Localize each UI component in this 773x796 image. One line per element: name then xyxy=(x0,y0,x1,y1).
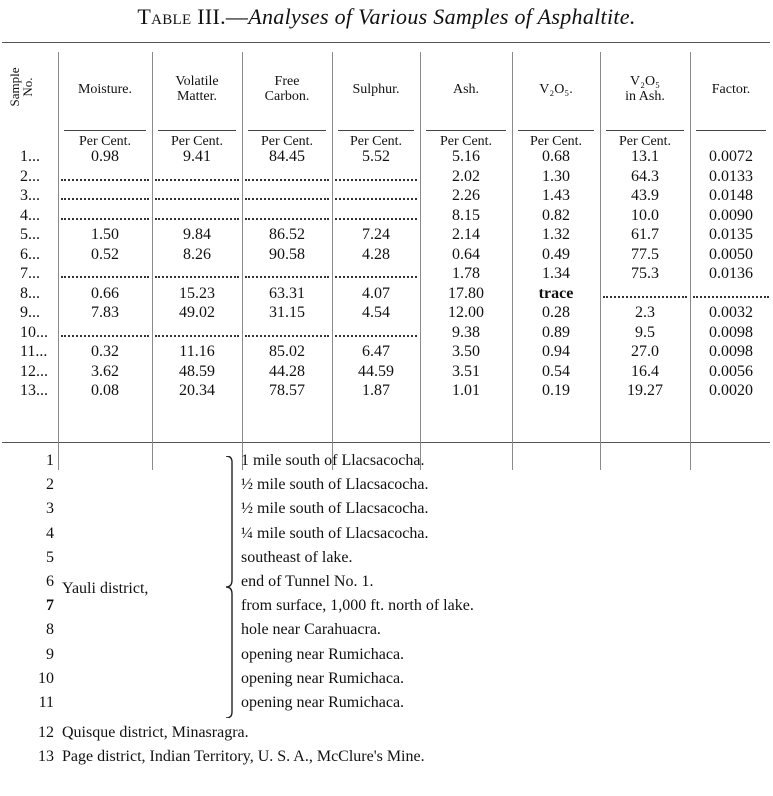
value-cell: 86.52 xyxy=(269,226,305,243)
legend-description: ¼ mile south of Llacsacocha. xyxy=(241,524,429,542)
value-cell: 8.26 xyxy=(183,245,211,263)
value-cell: 19.27 xyxy=(627,382,663,399)
value-cell: 0.19 xyxy=(542,382,570,399)
value-cell: 1.01 xyxy=(452,382,480,399)
value-cell: 0.0133 xyxy=(709,167,753,185)
value-cell: 0.49 xyxy=(542,245,570,263)
value-cell: 63.31 xyxy=(269,284,305,302)
column-header: Free Carbon. xyxy=(264,74,310,104)
value-cell: 4.28 xyxy=(362,245,390,263)
value-cell: 1.34 xyxy=(542,265,570,282)
legend-description: ½ mile south of Llacsacocha. xyxy=(241,476,429,494)
value-cell: 1.43 xyxy=(542,187,570,204)
value-cell: 9.5 xyxy=(635,323,655,341)
value-cell: 0.0050 xyxy=(709,245,753,263)
header-sample-no xyxy=(8,52,34,122)
column-header: Moisture. xyxy=(77,81,133,97)
legend-description: Page district, Indian Territory, U. S. A., McClure's Mine. xyxy=(62,748,425,766)
value-cell: 4.54 xyxy=(362,304,390,321)
value-cell: 1.32 xyxy=(542,226,570,243)
value-cell: 44.59 xyxy=(358,362,394,380)
legend-description: ½ mile south of Llacsacocha. xyxy=(241,500,429,518)
table-row xyxy=(2,148,770,167)
value-cell: 9.84 xyxy=(183,226,211,243)
value-cell: 1.78 xyxy=(452,265,480,282)
unit-rule xyxy=(518,130,594,131)
sample-number-cell: 5... xyxy=(20,226,40,243)
dotted-leader xyxy=(242,324,332,337)
dotted-leader xyxy=(58,324,152,337)
table-title xyxy=(0,4,773,30)
table-row xyxy=(2,265,770,284)
value-cell: trace xyxy=(538,284,574,302)
value-cell: 1.50 xyxy=(91,226,119,243)
sample-number-cell: 11... xyxy=(20,343,48,360)
value-cell: 11.16 xyxy=(179,343,215,360)
table-row xyxy=(2,246,770,265)
dotted-leader-line xyxy=(61,187,149,200)
value-cell: 0.98 xyxy=(91,148,119,165)
legend-item xyxy=(0,549,773,573)
legend-footer-item xyxy=(0,748,773,772)
dotted-leader-line xyxy=(335,265,417,278)
value-cell: 5.16 xyxy=(452,148,480,165)
dotted-leader xyxy=(332,265,420,278)
value-cell: 64.3 xyxy=(631,167,659,185)
dotted-leader-line xyxy=(693,285,769,298)
unit-label: Per Cent. xyxy=(618,134,672,149)
unit-label: Per Cent. xyxy=(349,134,403,149)
legend-description: hole near Carahuacra. xyxy=(241,621,381,639)
legend-number: 2 xyxy=(46,476,54,494)
dotted-leader-line xyxy=(61,207,149,220)
legend-item xyxy=(0,670,773,694)
value-cell: 0.54 xyxy=(542,362,570,380)
value-cell: 13.1 xyxy=(631,148,659,165)
value-cell: 0.82 xyxy=(542,206,570,224)
legend-number: 10 xyxy=(38,669,54,687)
dotted-leader-line xyxy=(335,207,417,220)
value-cell: 17.80 xyxy=(448,284,484,302)
dotted-leader xyxy=(58,168,152,181)
legend-item xyxy=(0,525,773,549)
value-cell: 3.50 xyxy=(452,343,480,360)
unit-rule xyxy=(158,130,236,131)
dotted-leader-line xyxy=(245,187,329,200)
dotted-leader-line xyxy=(155,265,239,278)
dotted-leader xyxy=(152,207,242,220)
value-cell: 9.41 xyxy=(183,148,211,165)
table-row xyxy=(2,207,770,226)
value-cell: 43.9 xyxy=(631,187,659,204)
column-header: Volatile Matter. xyxy=(175,74,219,104)
unit-rule xyxy=(426,130,506,131)
legend-number: 7 xyxy=(46,597,54,615)
legend-number: 3 xyxy=(46,500,54,518)
value-cell: 1.87 xyxy=(362,382,390,399)
legend-footer-item xyxy=(0,724,773,748)
value-cell: 0.68 xyxy=(542,148,570,165)
legend-number: 8 xyxy=(46,621,54,639)
value-cell: 0.0098 xyxy=(709,323,753,341)
value-cell: 15.23 xyxy=(179,284,215,302)
legend-item xyxy=(0,646,773,670)
dotted-leader-line xyxy=(335,187,417,200)
dotted-leader xyxy=(242,168,332,181)
legend-number: 5 xyxy=(46,548,54,566)
unit-rule xyxy=(606,130,684,131)
dotted-leader xyxy=(332,324,420,337)
legend-number: 11 xyxy=(38,694,54,711)
dotted-leader-line xyxy=(245,168,329,181)
dotted-leader-line xyxy=(155,187,239,200)
unit-label: Per Cent. xyxy=(529,134,583,149)
legend-item xyxy=(0,476,773,500)
value-cell: 0.32 xyxy=(91,343,119,360)
value-cell: 75.3 xyxy=(631,265,659,282)
legend-number: 1 xyxy=(46,452,54,469)
dotted-leader xyxy=(242,265,332,278)
value-cell: 0.52 xyxy=(91,245,119,263)
value-cell: 7.83 xyxy=(91,304,119,321)
dotted-leader xyxy=(152,187,242,200)
dotted-leader-line xyxy=(155,207,239,220)
table-row xyxy=(2,343,770,362)
table-title-number: Table III.— xyxy=(137,4,249,29)
unit-rule xyxy=(64,130,146,131)
value-cell: 0.94 xyxy=(542,343,570,360)
legend-description: Quisque district, Minasragra. xyxy=(62,724,249,741)
dotted-leader-line xyxy=(245,207,329,220)
value-cell: 0.64 xyxy=(452,245,480,263)
legend-description: end of Tunnel No. 1. xyxy=(241,573,374,590)
value-cell: 0.0090 xyxy=(709,206,753,224)
legend-number: 13 xyxy=(38,748,54,766)
legend-description: opening near Rumichaca. xyxy=(241,694,405,711)
value-cell: 20.34 xyxy=(179,382,215,399)
sample-number-cell: 6... xyxy=(20,245,40,263)
legend-description: opening near Rumichaca. xyxy=(241,669,405,687)
table-row xyxy=(2,363,770,382)
value-cell: 0.08 xyxy=(91,382,119,399)
value-cell: 0.0098 xyxy=(709,343,753,360)
value-cell: 7.24 xyxy=(362,226,390,243)
unit-rule xyxy=(338,130,414,131)
dotted-leader xyxy=(58,207,152,220)
dotted-leader-line xyxy=(155,168,239,181)
value-cell: 2.14 xyxy=(452,226,480,243)
dotted-leader xyxy=(242,207,332,220)
column-header: Factor. xyxy=(711,81,751,97)
table-row xyxy=(2,285,770,304)
dotted-leader xyxy=(690,285,772,298)
unit-rule xyxy=(248,130,326,131)
value-cell: 0.89 xyxy=(542,323,570,341)
dotted-leader-line xyxy=(335,324,417,337)
value-cell: 2.26 xyxy=(452,187,480,204)
dotted-leader xyxy=(58,187,152,200)
value-cell: 77.5 xyxy=(631,245,659,263)
value-cell: 3.62 xyxy=(91,362,119,380)
table-row xyxy=(2,304,770,323)
sample-number-cell: 8... xyxy=(20,284,40,302)
sample-number-cell: 2... xyxy=(20,167,40,185)
value-cell: 27.0 xyxy=(631,343,659,360)
sample-number-cell: 10... xyxy=(20,323,48,341)
dotted-leader-line xyxy=(155,324,239,337)
sample-number-cell: 1... xyxy=(20,148,40,165)
value-cell: 12.00 xyxy=(448,304,484,321)
dotted-leader-line xyxy=(603,285,687,298)
column-header: V₂O₅. xyxy=(539,81,573,97)
sample-number-cell: 4... xyxy=(20,206,40,224)
value-cell: 0.28 xyxy=(542,304,570,321)
unit-label: Per Cent. xyxy=(439,134,493,149)
table-row xyxy=(2,324,770,343)
dotted-leader xyxy=(152,168,242,181)
value-cell: 2.3 xyxy=(635,304,655,321)
table-row xyxy=(2,226,770,245)
dotted-leader-line xyxy=(61,324,149,337)
legend-description: 1 mile south of Llacsacocha. xyxy=(241,452,425,469)
unit-rule xyxy=(696,130,766,131)
column-header: V₂O₅ in Ash. xyxy=(625,74,665,104)
value-cell: 44.28 xyxy=(269,362,305,380)
dotted-leader xyxy=(152,324,242,337)
value-cell: 4.07 xyxy=(362,284,390,302)
value-cell: 6.47 xyxy=(362,343,390,360)
dotted-leader-line xyxy=(245,324,329,337)
unit-label: Per Cent. xyxy=(170,134,224,149)
legend-item xyxy=(0,621,773,645)
unit-label: Per Cent. xyxy=(78,134,132,149)
table-title-caption: Analyses of Various Samples of Asphaltite. xyxy=(248,4,636,29)
value-cell: 84.45 xyxy=(269,148,305,165)
legend-description: from surface, 1,000 ft. north of lake. xyxy=(241,597,474,615)
value-cell: 0.0072 xyxy=(709,148,753,165)
dotted-leader xyxy=(58,265,152,278)
value-cell: 49.02 xyxy=(179,304,215,321)
dotted-leader-line xyxy=(61,168,149,181)
dotted-leader xyxy=(242,187,332,200)
unit-label: Per Cent. xyxy=(260,134,314,149)
legend-number: 9 xyxy=(46,645,54,663)
table-row xyxy=(2,168,770,187)
legend-number: 4 xyxy=(46,524,54,542)
table-top-rule xyxy=(2,42,770,43)
column-header: Sulphur. xyxy=(352,81,400,97)
table-row xyxy=(2,382,770,401)
dotted-leader-line xyxy=(245,265,329,278)
sample-number-cell: 12... xyxy=(20,362,48,380)
value-cell: 90.58 xyxy=(269,245,305,263)
value-cell: 48.59 xyxy=(179,362,215,380)
legend-item xyxy=(0,694,773,718)
dotted-leader xyxy=(332,207,420,220)
sample-number-cell: 7... xyxy=(20,265,40,282)
dotted-leader xyxy=(600,285,690,298)
column-header: Ash. xyxy=(452,81,480,97)
legend-district-label: Yauli district, xyxy=(62,580,149,597)
value-cell: 0.0020 xyxy=(709,382,753,399)
value-cell: 8.15 xyxy=(452,206,480,224)
value-cell: 0.66 xyxy=(91,284,119,302)
table-row xyxy=(2,187,770,206)
legend-description: opening near Rumichaca. xyxy=(241,645,405,663)
value-cell: 0.0136 xyxy=(709,265,753,282)
dotted-leader-line xyxy=(61,265,149,278)
dotted-leader xyxy=(332,187,420,200)
table-bottom-rule xyxy=(2,442,770,443)
value-cell: 16.4 xyxy=(631,362,659,380)
dotted-leader-line xyxy=(335,168,417,181)
legend-item xyxy=(0,573,773,597)
dotted-leader xyxy=(332,168,420,181)
value-cell: 0.0056 xyxy=(709,362,753,380)
dotted-leader xyxy=(152,265,242,278)
value-cell: 31.15 xyxy=(269,304,305,321)
value-cell: 0.0148 xyxy=(709,187,753,204)
legend-number: 6 xyxy=(46,573,54,590)
value-cell: 0.0135 xyxy=(709,226,753,243)
value-cell: 78.57 xyxy=(269,382,305,399)
value-cell: 2.02 xyxy=(452,167,480,185)
legend-item xyxy=(0,597,773,621)
value-cell: 5.52 xyxy=(362,148,390,165)
legend-item xyxy=(0,452,773,476)
legend-item xyxy=(0,500,773,524)
header-label: Sample No. xyxy=(7,67,35,107)
value-cell: 10.0 xyxy=(631,206,659,224)
sample-number-cell: 3... xyxy=(20,187,40,204)
value-cell: 0.0032 xyxy=(709,304,753,321)
value-cell: 3.51 xyxy=(452,362,480,380)
value-cell: 61.7 xyxy=(631,226,659,243)
value-cell: 85.02 xyxy=(269,343,305,360)
sample-number-cell: 13... xyxy=(20,382,48,399)
legend-description: southeast of lake. xyxy=(241,548,353,566)
value-cell: 9.38 xyxy=(452,323,480,341)
sample-number-cell: 9... xyxy=(20,304,40,321)
value-cell: 1.30 xyxy=(542,167,570,185)
legend-number: 12 xyxy=(38,724,54,741)
